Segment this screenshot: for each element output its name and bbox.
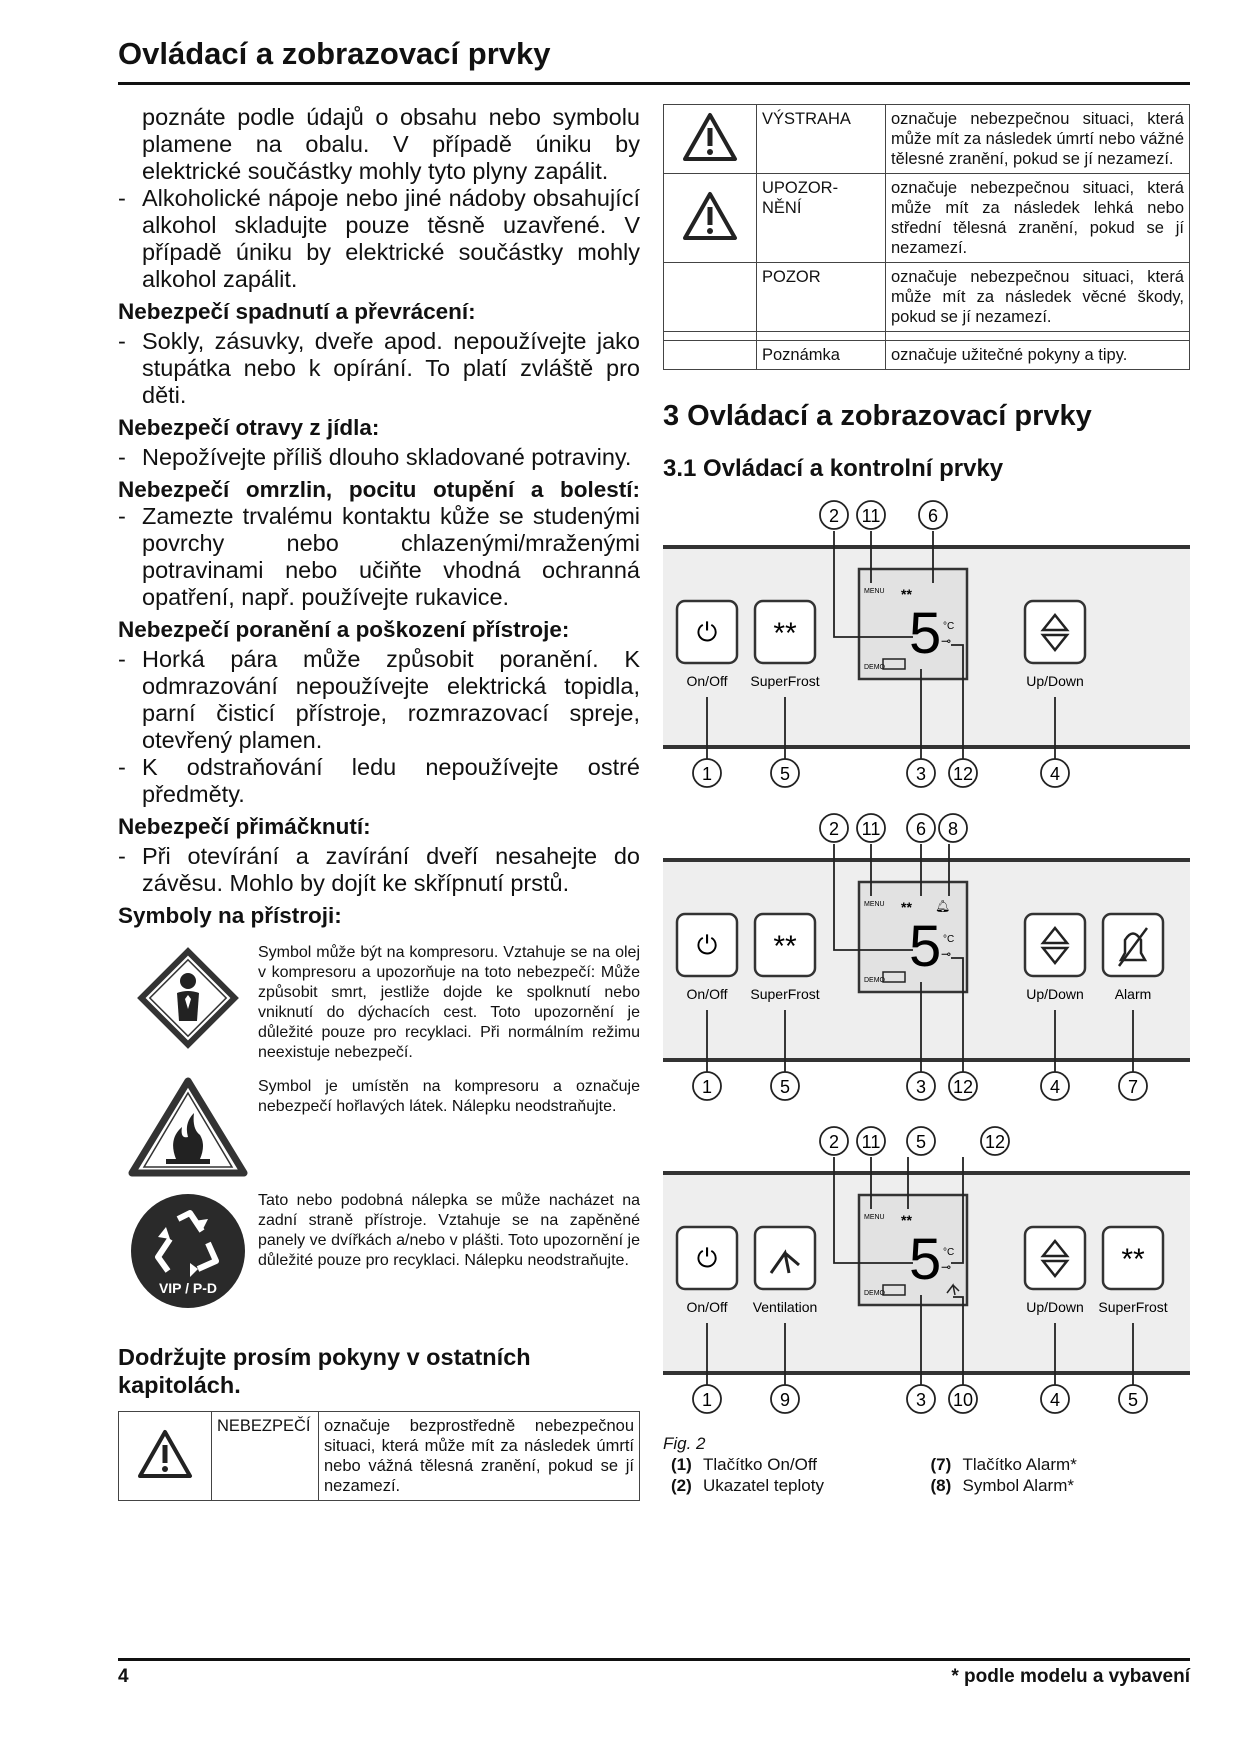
svg-text:12: 12 <box>952 764 974 784</box>
legend-item: (1) Tlačítko On/Off <box>671 1455 818 1474</box>
display-unit: °C <box>943 621 955 632</box>
snowflake-stars-icon: ** <box>773 930 797 963</box>
superfrost-button[interactable] <box>755 601 815 663</box>
callout-12 <box>949 759 977 787</box>
figure-legend <box>663 1454 1190 1496</box>
symbol-row-health <box>118 943 640 1063</box>
svg-text:2: 2 <box>828 1132 840 1152</box>
callout-6 <box>919 501 947 529</box>
display-unit: °C <box>943 934 955 945</box>
bullet-injury-ice: - K odstraňování ledu nepoužívejte ostré předměty. <box>118 754 640 808</box>
warning-label: POZOR <box>757 263 886 332</box>
heading-symbols: Symboly na přístroji: <box>118 903 342 928</box>
right-column <box>663 104 1190 1496</box>
onoff-label: On/Off <box>686 1299 728 1315</box>
danger-label: NEBEZPEČÍ <box>212 1412 319 1501</box>
power-icon: ⏻ <box>696 617 718 647</box>
svg-text:9: 9 <box>779 1390 791 1410</box>
svg-text:12: 12 <box>952 1077 974 1097</box>
svg-text:1: 1 <box>701 1390 713 1410</box>
callout-11 <box>857 501 885 529</box>
svg-text:5: 5 <box>915 1132 927 1152</box>
power-icon: ⏻ <box>696 1243 718 1273</box>
display-digit: 5 <box>909 601 942 666</box>
svg-text:4: 4 <box>1049 764 1061 784</box>
warning-label: UPOZOR- NĚNÍ <box>757 174 886 263</box>
superfrost-label: SuperFrost <box>1098 1299 1168 1315</box>
svg-text:3: 3 <box>915 1390 927 1410</box>
callout-3 <box>907 1072 935 1100</box>
bullet-fall: - Sokly, zásuvky, dveře apod. nepoužívejte jako stupátka nebo k opírání. To platí zvláště pro děti. <box>118 328 640 409</box>
superfrost-label: SuperFrost <box>750 673 820 689</box>
svg-text:3: 3 <box>915 764 927 784</box>
legend-item: (2) Ukazatel teploty <box>671 1476 824 1495</box>
display-demo-label: DEMO <box>864 977 885 984</box>
bullet-frost: - Zamezte trvalému kontaktu kůže se studenými povrchy nebo chlazenými/mraženými potravinami nebo učiňte vhodná ochranná opatření, např. používejte rukavice. <box>118 503 640 611</box>
callout-5 <box>771 759 799 787</box>
warning-desc: označuje nebezpečnou situaci, která může mít za následek věcné škody, pokud se jí nezamezí. <box>886 263 1190 332</box>
svg-text:10: 10 <box>952 1390 974 1410</box>
warning-desc: označuje nebezpečnou situaci, která může mít za následek úmrtí nebo vážné tělesné zranění, pokud se jí nezamezí. <box>886 105 1190 174</box>
onoff-button[interactable] <box>677 914 737 976</box>
heading-poison: Nebezpečí otravy z jídla: <box>118 415 380 440</box>
warning-desc: označuje nebezpečnou situaci, která může mít za následek lehká nebo střední tělesná zranění, pokud se jí nezamezí. <box>886 174 1190 263</box>
note-other-chapters: Dodržujte prosím pokyny v ostatních kapitolách. <box>118 1344 531 1398</box>
display-bell-icon: 🔔︎ <box>935 899 951 913</box>
callout-3 <box>907 1385 935 1413</box>
callout-8 <box>939 814 967 842</box>
callout-5 <box>1119 1385 1147 1413</box>
power-icon: ⏻ <box>696 930 718 960</box>
figure-label: Fig. 2 <box>663 1434 706 1453</box>
ventilation-button[interactable] <box>755 1227 815 1289</box>
danger-desc: označuje bezprostředně nebezpečnou situaci, která může mít za následek úmrtí nebo vážná tělesná zranění, pokud se jí nezamezí. <box>319 1412 640 1501</box>
svg-text:11: 11 <box>861 1132 881 1152</box>
callout-3 <box>907 759 935 787</box>
svg-text:2: 2 <box>828 819 840 839</box>
updown-button[interactable] <box>1025 601 1085 663</box>
svg-text:5: 5 <box>779 1077 791 1097</box>
display-key-icon: ⊸ <box>941 634 952 648</box>
ventilation-label: Ventilation <box>752 1299 818 1315</box>
legend-item: (8) Symbol Alarm* <box>930 1476 1074 1495</box>
svg-text:4: 4 <box>1049 1077 1061 1097</box>
svg-text:11: 11 <box>861 506 881 526</box>
callout-4 <box>1041 1072 1069 1100</box>
svg-text:7: 7 <box>1127 1077 1139 1097</box>
updown-label: Up/Down <box>1026 1299 1084 1315</box>
symbol-row-recycling <box>118 1191 640 1311</box>
alarm-label: Alarm <box>1114 986 1152 1002</box>
onoff-button[interactable] <box>677 601 737 663</box>
health-hazard-icon <box>133 943 243 1053</box>
callout-6 <box>907 814 935 842</box>
control-panel-3 <box>663 1123 1190 1423</box>
section-title: 3 Ovládací a zobrazovací prvky <box>663 400 1092 432</box>
callout-5 <box>771 1072 799 1100</box>
callout-4 <box>1041 1385 1069 1413</box>
display-digit: 5 <box>909 914 942 979</box>
callout-12 <box>949 1072 977 1100</box>
callout-11 <box>857 1127 885 1155</box>
svg-text:12: 12 <box>984 1132 1006 1152</box>
warning-triangle-icon <box>137 1429 193 1479</box>
warning-row-poznamka <box>664 341 1190 370</box>
heading-fall: Nebezpečí spadnutí a převrácení: <box>118 299 476 324</box>
display-demo-label: DEMO <box>864 664 885 671</box>
page-title: Ovládací a zobrazovací prvky <box>118 36 551 71</box>
page-number: 4 <box>118 1666 129 1687</box>
left-column <box>118 104 640 1501</box>
display-superfrost-stars: ** <box>901 586 912 602</box>
vip-logo-text: VIP / P-D <box>158 1280 218 1296</box>
updown-label: Up/Down <box>1026 986 1084 1002</box>
display-menu-label: MENU <box>864 588 885 595</box>
warning-label: VÝSTRAHA <box>757 105 886 174</box>
onoff-label: On/Off <box>686 673 728 689</box>
symbol-text-flammable: Symbol je umístěn na kompresoru a označuje nebezpečí hořlavých látek. Nálepku neodstraňujte. <box>258 1078 640 1115</box>
control-panel-2 <box>663 810 1190 1110</box>
footer-rule <box>118 1658 1190 1661</box>
warning-triangle-icon <box>682 191 738 241</box>
bullet-injury-steam: - Horká pára může způsobit poranění. K odmrazování nepoužívejte elektrická topidla, parní čisticí přístroje, rozmrazovací spreje, otevřený plamen. <box>118 646 640 754</box>
callout-2 <box>820 814 848 842</box>
recycling-vip-icon <box>128 1191 248 1311</box>
svg-text:3: 3 <box>915 1077 927 1097</box>
svg-text:2: 2 <box>828 506 840 526</box>
display-superfrost-stars: ** <box>901 1212 912 1228</box>
svg-text:6: 6 <box>915 819 927 839</box>
callout-10 <box>949 1385 977 1413</box>
svg-text:8: 8 <box>947 819 959 839</box>
warning-row-pozor <box>664 263 1190 332</box>
warning-label: Poznámka <box>757 341 886 370</box>
snowflake-stars-icon: ** <box>1121 1243 1145 1276</box>
superfrost-button[interactable] <box>1103 1227 1163 1289</box>
control-panel-1 <box>663 497 1190 797</box>
display-menu-label: MENU <box>864 901 885 908</box>
danger-table <box>118 1411 640 1501</box>
callout-1 <box>693 759 721 787</box>
legend-item: (7) Tlačítko Alarm* <box>930 1455 1077 1474</box>
onoff-button[interactable] <box>677 1227 737 1289</box>
bullet-poison: - Nepožívejte příliš dlouho skladované potraviny. <box>118 444 640 471</box>
symbol-text-health: Symbol může být na kompresoru. Vztahuje se na olej v kompresoru a upozorňuje na toto nebezpečí: Může způsobit smrt, jestliže dojde ke spolknutí nebo vniknutí do dýchacích cest. Toto upozornění je důležité pouze pro recyklaci. Při normálním režimu neexistuje nebezpečí. <box>258 944 640 1061</box>
heading-injury: Nebezpečí poranění a poškození přístroje: <box>118 617 570 642</box>
onoff-label: On/Off <box>686 986 728 1002</box>
svg-text:1: 1 <box>701 1077 713 1097</box>
superfrost-label: SuperFrost <box>750 986 820 1002</box>
callout-4 <box>1041 759 1069 787</box>
bullet-pinch: - Při otevírání a zavírání dveří nesahejte do závěsu. Mohlo by dojít ke skřípnutí prstů. <box>118 843 640 897</box>
warning-desc: označuje užitečné pokyny a tipy. <box>886 341 1190 370</box>
warning-triangle-icon <box>682 112 738 162</box>
footer-note: * podle modelu a vybavení <box>951 1666 1190 1687</box>
display-demo-label: DEMO <box>864 1290 885 1297</box>
callout-11 <box>857 814 885 842</box>
callout-1 <box>693 1385 721 1413</box>
symbol-row-flammable <box>118 1077 640 1177</box>
alarm-button[interactable] <box>1103 914 1163 976</box>
page-header <box>118 36 1190 85</box>
callout-2 <box>820 501 848 529</box>
display-menu-label: MENU <box>864 1214 885 1221</box>
callout-1 <box>693 1072 721 1100</box>
callout-9 <box>771 1385 799 1413</box>
svg-text:5: 5 <box>779 764 791 784</box>
warning-table <box>663 104 1190 370</box>
snowflake-stars-icon: ** <box>773 617 797 650</box>
warning-row-vystraha <box>664 105 1190 174</box>
display-key-icon: ⊸ <box>941 947 952 961</box>
subsection-title: 3.1 Ovládací a kontrolní prvky <box>663 455 1004 482</box>
display-digit: 5 <box>909 1227 942 1292</box>
callout-2 <box>820 1127 848 1155</box>
superfrost-button[interactable] <box>755 914 815 976</box>
paragraph-gas: poznáte podle údajů o obsahu nebo symbolu plamene na obalu. V případě úniku by elektrické součástky mohly tyto plyny zapálit. <box>142 104 640 184</box>
display-unit: °C <box>943 1247 955 1258</box>
flammable-icon <box>128 1077 248 1177</box>
symbol-text-recycling: Tato nebo podobná nálepka se může nacházet na zadní straně přístroje. Vztahuje se na zapěněné panely ve dvířkách a/nebo v plášti. Toto upozornění je důležité pouze pro recyklaci. Nálepku neodstraňujte. <box>258 1192 640 1269</box>
callout-7 <box>1119 1072 1147 1100</box>
svg-text:5: 5 <box>1127 1390 1139 1410</box>
svg-text:1: 1 <box>701 764 713 784</box>
updown-button[interactable] <box>1025 914 1085 976</box>
updown-button[interactable] <box>1025 1227 1085 1289</box>
display-superfrost-stars: ** <box>901 899 912 915</box>
updown-label: Up/Down <box>1026 673 1084 689</box>
svg-text:6: 6 <box>927 506 939 526</box>
warning-row-upozorneni <box>664 174 1190 263</box>
display-key-icon: ⊸ <box>941 1260 952 1274</box>
heading-frost: Nebezpečí omrzlin, pocitu otupění a bolestí: <box>118 477 640 502</box>
svg-text:4: 4 <box>1049 1390 1061 1410</box>
callout-5 <box>907 1127 935 1155</box>
heading-pinch: Nebezpečí přimáčknutí: <box>118 814 371 839</box>
callout-12 <box>981 1127 1009 1155</box>
bullet-alcohol: - Alkoholické nápoje nebo jiné nádoby obsahující alkohol skladujte pouze těsně uzavřené. V případě úniku by elektrické součástky mohly alkohol zapálit. <box>118 185 640 293</box>
svg-text:11: 11 <box>861 819 881 839</box>
